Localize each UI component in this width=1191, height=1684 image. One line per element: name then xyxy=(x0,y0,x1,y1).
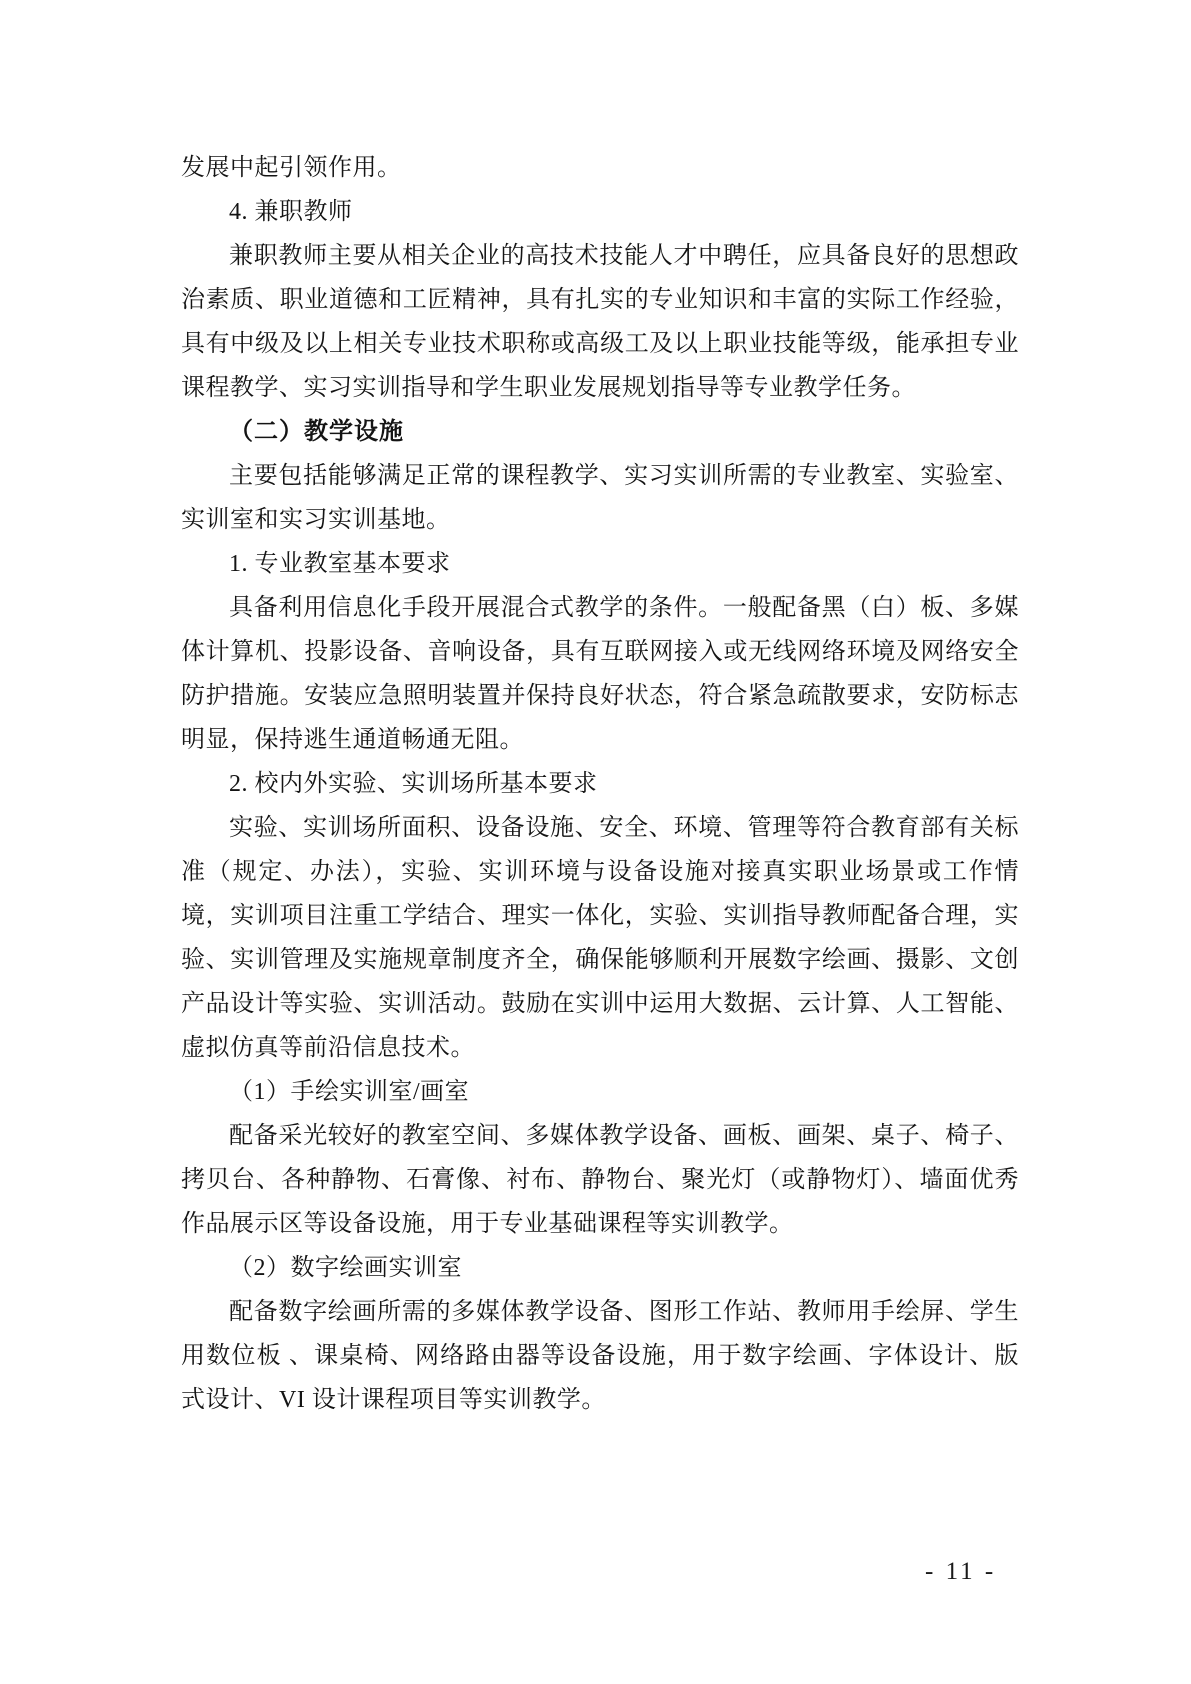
paragraph: 配备数字绘画所需的多媒体教学设备、图形工作站、教师用手绘屏、学生用数位板 、课桌椅、网络路由器等设备设施，用于数字绘画、字体设计、版式设计、VI 设计课程项目等实训教学。 xyxy=(181,1299,1019,1413)
paragraph: 兼职教师主要从相关企业的高技术技能人才中聘任，应具备良好的思想政治素质、职业道德和工匠精神，具有扎实的专业知识和丰富的实际工作经验，具有中级及以上相关专业技术职称或高级工及以上职业技能等级，能承担专业课程教学、实习实训指导和学生职业发展规划指导等专业教学任务。 xyxy=(181,243,1019,401)
paragraph: 主要包括能够满足正常的课程教学、实习实训所需的专业教室、实验室、实训室和实习实训基地。 xyxy=(181,463,1019,533)
sub-item-1-title: （1）手绘实训室/画室 xyxy=(229,1079,470,1105)
page-footer xyxy=(925,1558,996,1586)
paragraph: 配备采光较好的教室空间、多媒体教学设备、画板、画架、桌子、椅子、拷贝台、各种静物、石膏像、衬布、静物台、聚光灯（或静物灯）、墙面优秀作品展示区等设备设施，用于专业基础课程等实训教学。 xyxy=(181,1123,1019,1237)
paragraph-continuation: 发展中起引领作用。 xyxy=(181,155,402,181)
paragraph: 具备利用信息化手段开展混合式教学的条件。一般配备黑（白）板、多媒体计算机、投影设备、音响设备，具有互联网接入或无线网络环境及网络安全防护措施。安装应急照明装置并保持良好状态，符合紧急疏散要求，安防标志明显，保持逃生通道畅通无阻。 xyxy=(181,595,1019,753)
list-item-1-title: 1. 专业教室基本要求 xyxy=(229,551,451,577)
page-number: - 11 - xyxy=(925,1558,997,1585)
document-body xyxy=(181,146,1019,1422)
list-item-2-title: 2. 校内外实验、实训场所基本要求 xyxy=(229,771,598,797)
section-heading: （二）教学设施 xyxy=(229,418,404,445)
list-item-4-title: 4. 兼职教师 xyxy=(229,199,353,225)
sub-item-2-title: （2）数字绘画实训室 xyxy=(229,1255,462,1281)
paragraph: 实验、实训场所面积、设备设施、安全、环境、管理等符合教育部有关标准（规定、办法），实验、实训环境与设备设施对接真实职业场景或工作情境，实训项目注重工学结合、理实一体化，实验、实训指导教师配备合理，实验、实训管理及实施规章制度齐全，确保能够顺利开展数字绘画、摄影、文创产品设计等实验、实训活动。鼓励在实训中运用大数据、云计算、人工智能、虚拟仿真等前沿信息技术。 xyxy=(181,815,1019,1061)
